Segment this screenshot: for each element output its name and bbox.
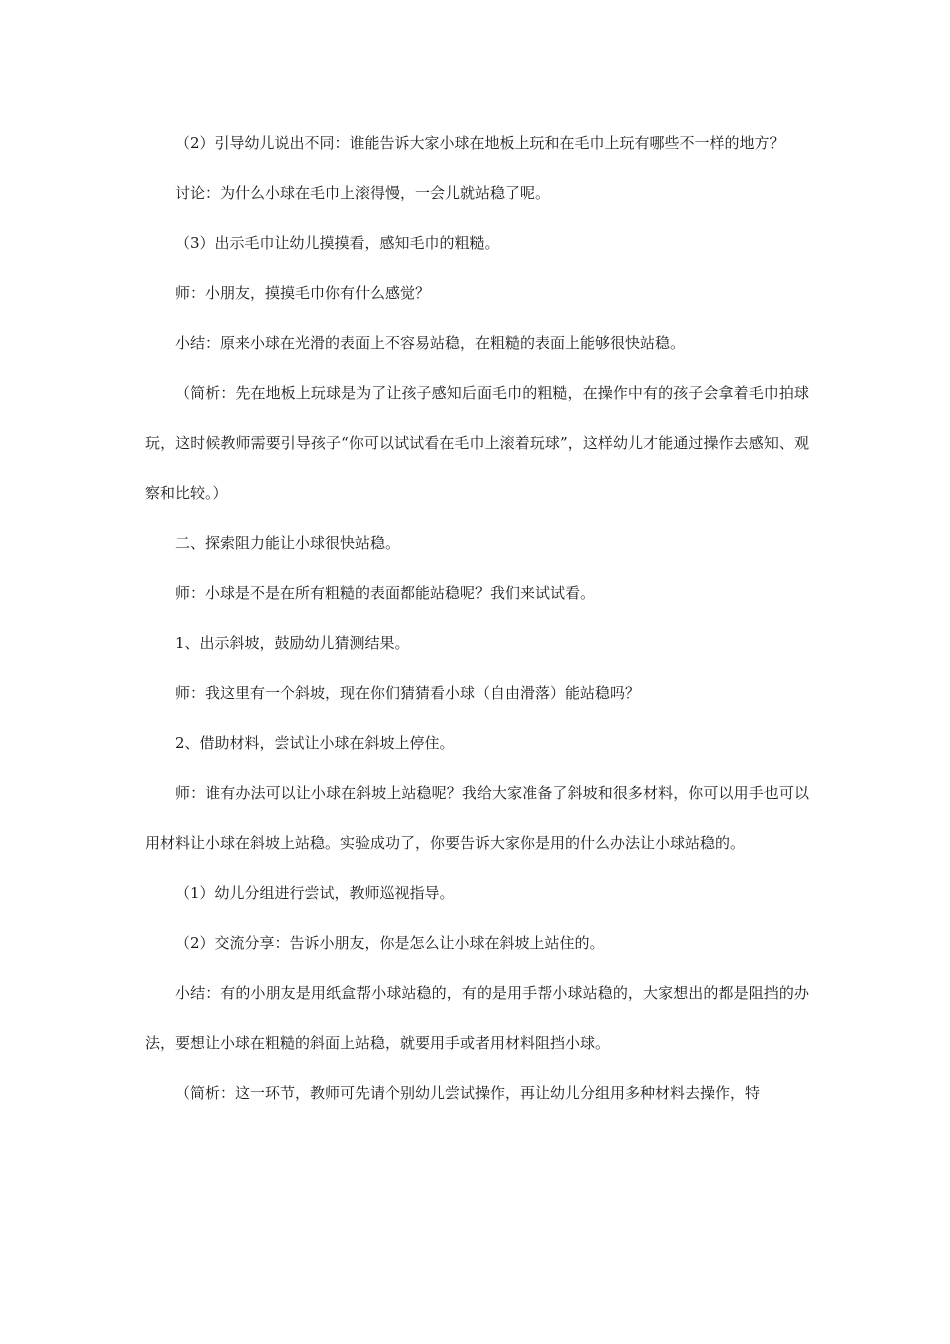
paragraph-discussion: 讨论：为什么小球在毛巾上滚得慢，一会儿就站稳了呢。 — [175, 184, 551, 202]
paragraph-show-towel: （3）出示毛巾让幼儿摸摸看，感知毛巾的粗糙。 — [175, 234, 500, 252]
paragraph-section-two-heading: 二、探索阻力能让小球很快站稳。 — [175, 534, 401, 552]
paragraph-show-slope: 1、出示斜坡，鼓励幼儿猜测结果。 — [175, 634, 410, 652]
paragraph-compare-surfaces: （2）引导幼儿说出不同：谁能告诉大家小球在地板上玩和在毛巾上玩有哪些不一样的地方？ — [175, 134, 785, 152]
paragraph-teacher-rough-surfaces: 师：小球是不是在所有粗糙的表面都能站稳呢？我们来试试看。 — [175, 584, 596, 602]
paragraph-summary-blocking: 小结：有的小朋友是用纸盒帮小球站稳的，有的是用手帮小球站稳的，大家想出的都是阻挡的办法，要想让小球在粗糙的斜面上站稳，就要用手或者用材料阻挡小球。 — [145, 984, 809, 1052]
document-body — [145, 118, 809, 1118]
paragraph-analysis-2: （简析：这一环节，教师可先请个别幼儿尝试操作，再让幼儿分组用多种材料去操作，特 — [175, 1084, 761, 1102]
paragraph-use-materials: 2、借助材料，尝试让小球在斜坡上停住。 — [175, 734, 455, 752]
paragraph-teacher-question-towel: 师：小朋友，摸摸毛巾你有什么感觉？ — [175, 284, 431, 302]
paragraph-teacher-slope-guess: 师：我这里有一个斜坡，现在你们猜猜看小球（自由滑落）能站稳吗？ — [175, 684, 641, 702]
paragraph-share: （2）交流分享：告诉小朋友，你是怎么让小球在斜坡上站住的。 — [175, 934, 605, 952]
paragraph-analysis-1: （简析：先在地板上玩球是为了让孩子感知后面毛巾的粗糙，在操作中有的孩子会拿着毛巾拍球玩，这时候教师需要引导孩子“你可以试试看在毛巾上滚着玩球”，这样幼儿才能通过操作去感知、观察和比较。） — [145, 384, 809, 502]
paragraph-group-attempt: （1）幼儿分组进行尝试，教师巡视指导。 — [175, 884, 455, 902]
paragraph-teacher-materials: 师：谁有办法可以让小球在斜坡上站稳呢？我给大家准备了斜坡和很多材料，你可以用手也可以用材料让小球在斜坡上站稳。实验成功了，你要告诉大家你是用的什么办法让小球站稳的。 — [145, 784, 809, 852]
paragraph-summary-rough-surface: 小结：原来小球在光滑的表面上不容易站稳，在粗糙的表面上能够很快站稳。 — [175, 334, 686, 352]
